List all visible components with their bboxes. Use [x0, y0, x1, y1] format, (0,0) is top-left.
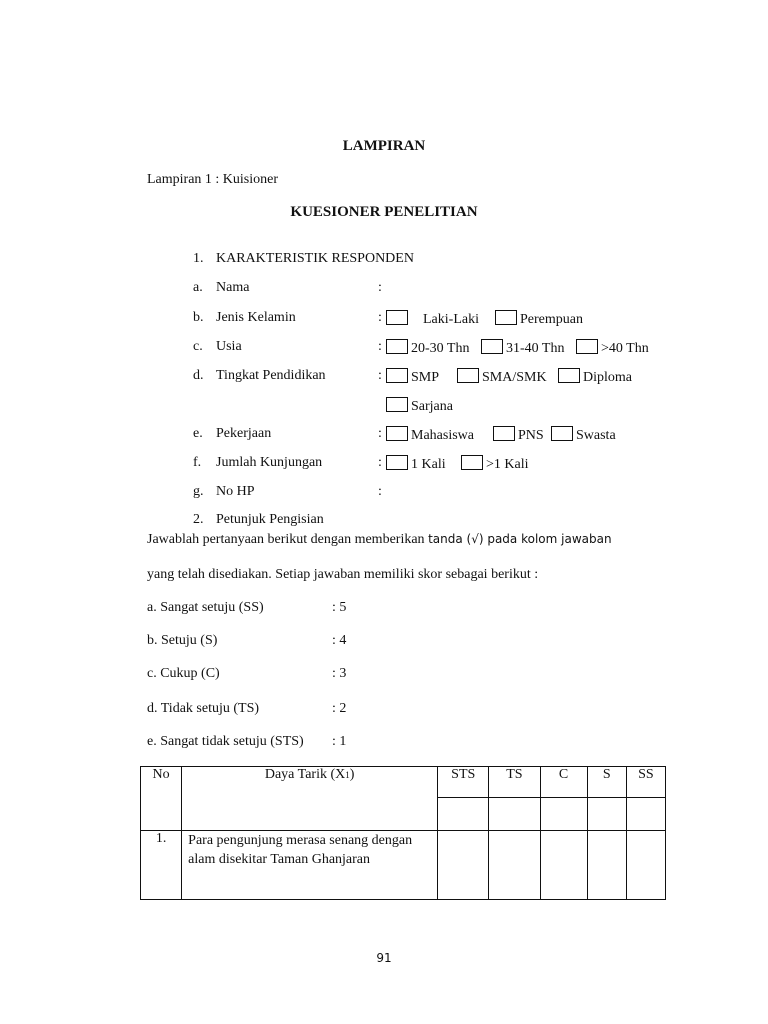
option-more-than-1-kali[interactable]: [461, 455, 529, 473]
row-statement: [182, 831, 438, 900]
checkbox[interactable]: [495, 310, 517, 325]
blank-cell: [626, 798, 665, 831]
score-value: : 1: [332, 734, 347, 749]
checkbox[interactable]: [386, 426, 408, 441]
answer-cell-sts[interactable]: [438, 831, 489, 900]
field-colon: :: [378, 426, 382, 441]
option-31-40[interactable]: [481, 339, 564, 357]
checkbox[interactable]: [386, 339, 408, 354]
option-over-40[interactable]: [576, 339, 649, 357]
field-letter: f.: [193, 455, 202, 470]
option-label: >1 Kali: [486, 457, 529, 472]
field-letter: g.: [193, 484, 204, 499]
score-value: : 5: [332, 600, 347, 615]
checkbox[interactable]: [386, 368, 408, 383]
answer-cell-ts[interactable]: [489, 831, 540, 900]
instruction-line-1: [147, 532, 659, 548]
option-label: SMP: [411, 370, 440, 385]
score-label: a. Sangat setuju (SS): [147, 600, 264, 615]
row-number: 1.: [141, 831, 182, 900]
checkbox[interactable]: [461, 455, 483, 470]
header-item-text: Daya Tarik (X: [264, 767, 346, 782]
option-label: Diploma: [583, 370, 632, 385]
option-mahasiswa[interactable]: [386, 426, 474, 444]
option-label: Laki-Laki: [423, 312, 479, 327]
checkbox[interactable]: [386, 397, 408, 412]
checkbox[interactable]: [481, 339, 503, 354]
option-laki-laki[interactable]: [386, 310, 479, 328]
checkbox[interactable]: [457, 368, 479, 383]
option-label: Swasta: [576, 428, 616, 443]
field-letter: d.: [193, 368, 204, 383]
option-smp[interactable]: [386, 368, 439, 386]
blank-cell: [587, 798, 626, 831]
header-item-subscript: 1: [345, 770, 350, 780]
field-letter: b.: [193, 310, 204, 325]
instruction-text: Jawablah pertanyaan berikut dengan memberikan: [147, 532, 425, 547]
checkbox[interactable]: [551, 426, 573, 441]
field-colon: :: [378, 280, 382, 295]
option-label: 1 Kali: [411, 457, 446, 472]
instruction-text-emphasis: tanda (√) pada kolom jawaban: [428, 532, 612, 546]
option-diploma[interactable]: [558, 368, 632, 386]
checkbox[interactable]: [493, 426, 515, 441]
field-label-jenis-kelamin: Jenis Kelamin: [216, 310, 296, 325]
header-ss: SS: [626, 767, 665, 798]
field-label-pekerjaan: Pekerjaan: [216, 426, 272, 441]
blank-cell: [489, 798, 540, 831]
field-letter: e.: [193, 426, 203, 441]
option-1-kali[interactable]: [386, 455, 446, 473]
score-value: : 2: [332, 701, 347, 716]
instruction-line-2: yang telah disediakan. Setiap jawaban memiliki skor sebagai berikut :: [147, 567, 539, 582]
table-header-row: [141, 767, 666, 798]
header-c: C: [540, 767, 587, 798]
section2-title: Petunjuk Pengisian: [216, 512, 324, 527]
header-no: No: [141, 767, 182, 831]
option-label: Perempuan: [520, 312, 583, 327]
field-colon: :: [378, 484, 382, 499]
section1-number: 1.: [193, 251, 204, 266]
score-label: e. Sangat tidak setuju (STS): [147, 734, 304, 749]
score-label: c. Cukup (C): [147, 666, 220, 681]
field-label-nohp: No HP: [216, 484, 255, 499]
header-sts: STS: [438, 767, 489, 798]
blank-cell: [540, 798, 587, 831]
questionnaire-title: KUESIONER PENELITIAN: [290, 204, 478, 220]
option-pns[interactable]: [493, 426, 544, 444]
checkbox[interactable]: [386, 310, 408, 325]
checkbox[interactable]: [558, 368, 580, 383]
header-daya-tarik: [182, 767, 438, 831]
header-s: S: [587, 767, 626, 798]
score-label: b. Setuju (S): [147, 633, 218, 648]
field-letter: c.: [193, 339, 203, 354]
checkbox[interactable]: [576, 339, 598, 354]
blank-cell: [438, 798, 489, 831]
answer-cell-ss[interactable]: [626, 831, 665, 900]
section1-title: KARAKTERISTIK RESPONDEN: [216, 251, 414, 266]
option-label: 20-30 Thn: [411, 341, 470, 356]
answer-cell-c[interactable]: [540, 831, 587, 900]
score-value: : 3: [332, 666, 347, 681]
option-sma-smk[interactable]: [457, 368, 547, 386]
statement-text: Para pengunjung merasa senang dengan alam disekitar Taman Ghanjaran: [188, 833, 413, 867]
field-label-kunjungan: Jumlah Kunjungan: [216, 455, 323, 470]
option-label: >40 Thn: [601, 341, 649, 356]
field-label-nama: Nama: [216, 280, 250, 295]
field-colon: :: [378, 455, 382, 470]
header-item-close: ): [349, 767, 355, 782]
option-label: Sarjana: [411, 399, 453, 414]
checkbox[interactable]: [386, 455, 408, 470]
header-ts: TS: [489, 767, 540, 798]
answer-cell-s[interactable]: [587, 831, 626, 900]
option-perempuan[interactable]: [495, 310, 583, 328]
option-swasta[interactable]: [551, 426, 616, 444]
field-label-pendidikan: Tingkat Pendidikan: [216, 368, 326, 383]
section2-number: 2.: [193, 512, 204, 527]
option-label: SMA/SMK: [482, 370, 547, 385]
field-letter: a.: [193, 280, 203, 295]
option-sarjana[interactable]: [386, 397, 453, 415]
field-label-usia: Usia: [216, 339, 242, 354]
score-label: d. Tidak setuju (TS): [147, 701, 260, 716]
field-colon: :: [378, 310, 382, 325]
field-colon: :: [378, 368, 382, 383]
questionnaire-table: [140, 766, 666, 900]
lampiran-label: Lampiran 1 : Kuisioner: [147, 172, 279, 187]
field-colon: :: [378, 339, 382, 354]
document-title: LAMPIRAN: [342, 138, 426, 154]
option-label: 31-40 Thn: [506, 341, 565, 356]
page-number: 91: [376, 951, 392, 965]
option-20-30[interactable]: [386, 339, 469, 357]
option-label: PNS: [518, 428, 544, 443]
option-label: Mahasiswa: [411, 428, 474, 443]
score-value: : 4: [332, 633, 347, 648]
table-row: [141, 831, 666, 900]
